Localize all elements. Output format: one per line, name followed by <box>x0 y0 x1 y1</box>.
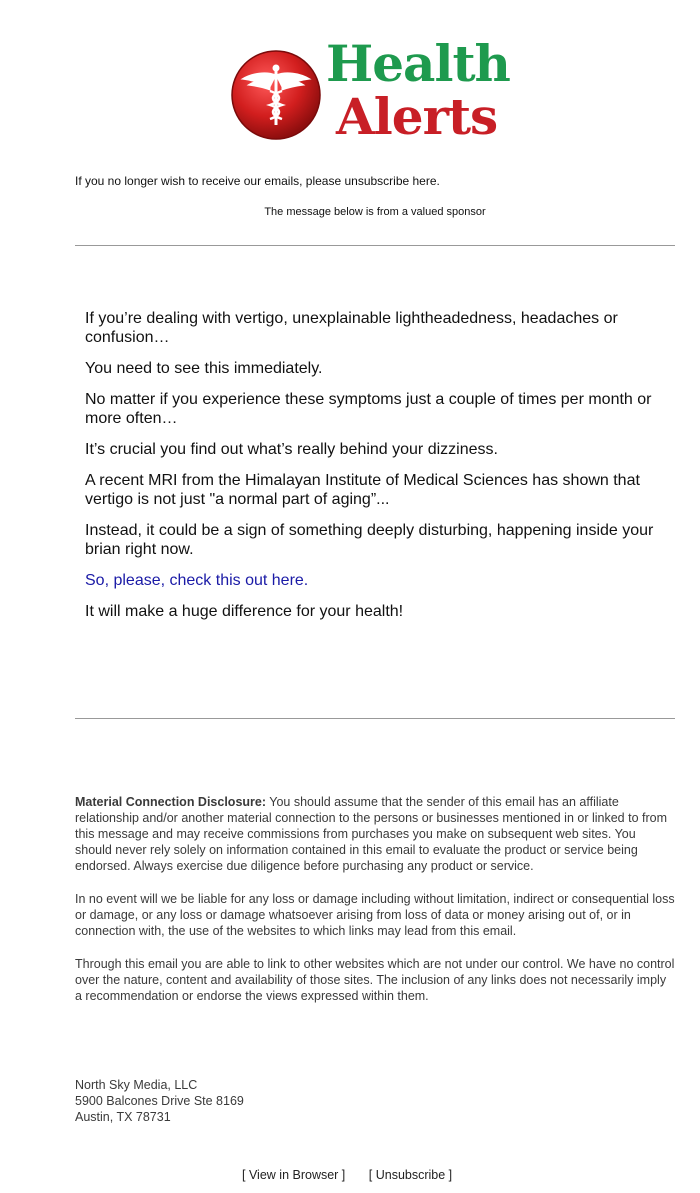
footer-links <box>242 1168 472 1182</box>
unsubscribe-link[interactable]: [ Unsubscribe ] <box>368 1168 453 1182</box>
divider-top <box>75 245 675 246</box>
disclosure-section <box>75 794 675 1021</box>
message-paragraph: Instead, it could be a sign of something deeply disturbing, happening inside your brian right now. <box>85 522 654 558</box>
street-address: 5900 Balcones Drive Ste 8169 <box>75 1094 244 1108</box>
cta-paragraph <box>85 571 670 590</box>
health-alerts-logo <box>230 34 530 146</box>
logo-word-alerts: Alerts <box>336 87 498 146</box>
disclosure-text: You should assume that the sender of this email has an affiliate relationship and/or another material connection to the persons or businesses mentioned in or linked to from this message and may receive commissions from purchases you make on subsequent web sites. You should never rely solely on information contained in this email to evaluate the product or service being endorsed. Always exercise due diligence before purchasing any product or service. <box>75 795 668 873</box>
message-paragraph: If you’re dealing with vertigo, unexplainable lightheadedness, headaches or confusion… <box>85 310 618 346</box>
message-paragraph: No matter if you experience these symptoms just a couple of times per month or more often… <box>85 391 652 427</box>
caduceus-icon <box>230 49 322 141</box>
message-paragraph: You need to see this immediately. <box>85 360 323 377</box>
message-paragraph: It’s crucial you find out what’s really behind your dizziness. <box>85 441 498 458</box>
message-body <box>85 309 670 633</box>
external-links-paragraph: Through this email you are able to link to other websites which are not under our control. We have no control over the nature, content and availability of those sites. The inclusion of any links does not necessarily imply a recommendation or endorse the views expressed within them. <box>75 957 675 1003</box>
company-name: North Sky Media, LLC <box>75 1078 198 1092</box>
disclosure-paragraph <box>75 794 675 874</box>
liability-paragraph: In no event will we be liable for any loss or damage including without limitation, indirect or consequential loss or damage, or any loss or damage whatsoever arising from loss of data or money arising out of, or in connection with, the use of the websites to which links may lead from this email. <box>75 892 675 938</box>
divider-bottom <box>75 718 675 719</box>
view-in-browser-link[interactable]: [ View in Browser ] <box>242 1168 346 1182</box>
logo-word-health: Health <box>326 34 510 93</box>
company-address <box>75 1077 244 1125</box>
message-paragraph: A recent MRI from the Himalayan Institute of Medical Sciences has shown that vertigo is not just "a normal part of aging”... <box>85 472 640 508</box>
check-this-out-link[interactable]: So, please, check this out here. <box>85 572 309 589</box>
unsubscribe-notice[interactable]: If you no longer wish to receive our emails, please unsubscribe here. <box>75 174 440 188</box>
sponsor-notice: The message below is from a valued sponsor <box>264 206 486 218</box>
city-state-zip: Austin, TX 78731 <box>75 1110 171 1124</box>
disclosure-heading: Material Connection Disclosure: <box>75 795 267 809</box>
closing-paragraph: It will make a huge difference for your health! <box>85 603 404 620</box>
